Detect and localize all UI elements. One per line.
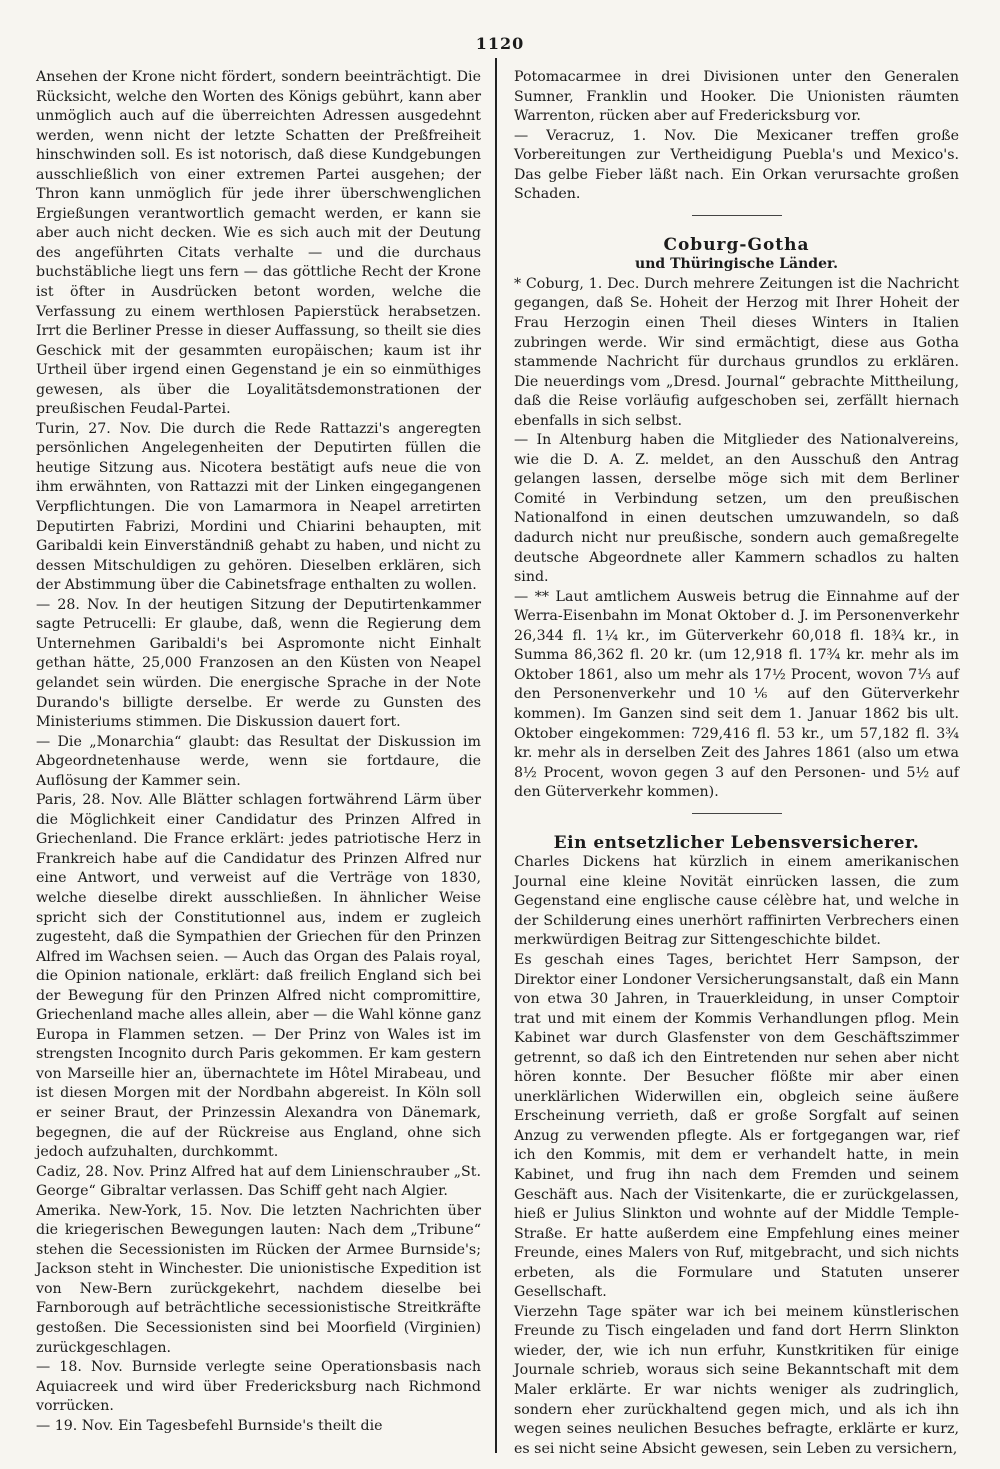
paragraph-turin: Turin, 27. Nov. Die durch die Rede Rattazzi's angeregten persönlichen Angelegenheiten der Deputirten füllen die heutige Sitzung aus. Nicotera bestätigt aufs neue die von ihm erwähnten, von Rattazzi mit der Linken eingegangenen Verpflichtungen. Die von Lamarmora in Neapel arretirten Deputirten Fabrizi, Mordini und Chiarini behaupten, mit Garibaldi kein Einverständniß gehabt zu haben, und nicht zu dessen Mitschuldigen zu gehören. Dieselben erklären, sich der Abstimmung über die Cabinetsfrage enthalten zu wollen. — [36, 420, 481, 594]
article-title: Ein entsetzlicher Lebensversicherer. — [553, 832, 920, 853]
article-separator — [692, 813, 782, 814]
left-column — [36, 68, 481, 1436]
paragraph-sampson: Es geschah eines Tages, berichtet Herr Sampson, der Direktor einer Londoner Versicherungsanstalt, daß ein Mann von etwa 30 Jahren, in Trauerkleidung, in unser Comptoir trat und mit einem der Kommis Verhandlungen pflog. Mein Kabinet war durch Glasfenster von dem Geschäftszimmer getrennt, so daß ich den Eintretenden nur sehen aber nicht hören konnte. Der Besucher flößte mir aber einen unerklärlichen Widerwillen ein, obgleich seine äußere Erscheinung verrieth, daß er große Sorgfalt auf seinen Anzug zu verwenden pflegte. Als er fortgegangen war, rief ich den Kommis, mit dem er verhandelt hatte, in mein Kabinet, und frug ihn nach dem Fremden und seinem Geschäft aus. Nach der Visitenkarte, die er zurückgelassen, hieß er Julius Slinkton und wohnte auf der Middle Temple-Straße. Er hatte außerdem eine Empfehlung eines meiner Freunde, eines Malers von Ruf, mitgebracht, und sich nichts erbeten, als die Formulare und Statuten unserer Gesellschaft. — [514, 951, 959, 1301]
paragraph-werra-eisenbahn: — ** Laut amtlichem Ausweis betrug die Einnahme auf der Werra-Eisenbahn im Monat Oktober d. J. im Personenverkehr 26,344 fl. 1¼ kr., im Güterverkehr 60,018 fl. 18¾ kr., in Summa 86,362 fl. 20 kr. (um 12,918 fl. 17¾ kr. mehr als im Oktober 1861, also um mehr als 17½ Procent, wovon 7⅓ auf den Personenverkehr und 10⅙ auf den Güterverkehr kommen). Im Ganzen sind seit dem 1. Januar 1862 bis ult. Oktober eingekommen: 729,416 fl. 53 kr., um 57,182 fl. 3¾ kr. mehr als in derselben Zeit des Jahres 1861 (also um etwa 8½ Procent, wovon gegen 3 auf den Personen- und 5½ auf den Güterverkehr kommen). — [514, 588, 959, 801]
paragraph-new-york: Amerika. New-York, 15. Nov. Die letzten Nachrichten über die kriegerischen Bewegungen lauten: Nach dem „Tribune“ stehen die Secessionisten im Rücken der Armee Burnside's; Jackson steht in Winchester. Die unionistische Expedition ist von New-Bern zurückgekehrt, nachdem dieselbe bei Farnborough auf beträchtliche secessionistische Streitkräfte gestoßen. Die Secessionisten sind bei Moorfield (Virginien) zurückgeschlagen. — [36, 1202, 481, 1356]
page-number: 1120 — [475, 34, 525, 53]
paragraph-potomacarmee: Potomacarmee in drei Divisionen unter den Generalen Sumner, Franklin und Hooker. Die Unionisten räumten Warrenton, rücken aber auf Fredericksburg vor. — [514, 69, 959, 125]
section-title: Coburg-Gotha — [663, 234, 810, 255]
paragraph-coburg: * Coburg, 1. Dec. Durch mehrere Zeitungen ist die Nachricht gegangen, daß Se. Hoheit der Herzog mit Ihrer Hoheit der Frau Herzogin einen Theil dieses Winters in Italien zubringen werde. Wir sind ermächtigt, diese aus Gotha stammende Nachricht für durchaus grundlos zu erklären. Die neuerdings vom „Dresd. Journal“ gebrachte Mittheilung, daß die Reise vorläufig aufgeschoben sei, zerfällt hiernach ebenfalls in sich selbst. — [514, 275, 959, 429]
paragraph-deputirtenkammer: — 28. Nov. In der heutigen Sitzung der Deputirtenkammer sagte Petrucelli: Er glaube, daß, wenn die Regierung dem Unternehmen Garibaldi's bei Aspromonte nicht Einhalt gethan hätte, 25,000 Franzosen an den Küsten von Neapel gelandet sein würden. Die energische Sprache in der Note Durando's billigte derselbe. Er werde zu Gunsten des Ministeriums stimmen. Die Diskussion dauert fort. — [36, 596, 481, 731]
paragraph-cadiz: Cadiz, 28. Nov. Prinz Alfred hat auf dem Linienschrauber „St. George“ Gibraltar verlassen. Das Schiff geht nach Algier. — [36, 1163, 481, 1200]
section-separator — [692, 215, 782, 216]
paragraph-koenig-adressen: Ansehen der Krone nicht fördert, sondern beeinträchtigt. Die Rücksicht, welche den Worten des Königs gebührt, kann aber unmöglich auch auf die überreichten Adressen ausgedehnt werden, wenn nicht der letzte Schatten der Preßfreiheit hinschwinden soll. Es ist notorisch, daß diese Kundgebungen ausschließlich von einer extremen Partei ausgehen; der Thron kann unmöglich für jede ihrer überschwenglichen Ergießungen verantwortlich gemacht werden, er kann sie aber auch nicht decken. Wie es sich auch mit der Deutung des angeführten Citats verhalte — und die durchaus buchstäbliche liegt uns fern — das göttliche Recht der Krone ist öfter in Ausdrücken betont worden, welche die Verfassung zu einem werthlosen Papierstück herabsetzen. Irrt die Berliner Presse in dieser Auffassung, so theilt sie dies Geschick mit der gesammten europäischen; kaum ist ihr Urtheil über irgend einen Gegenstand je ein so einmüthiges gewesen, als über die Loyalitätsdemonstrationen der preußischen Feudal-Partei. — [36, 69, 481, 418]
paragraph-veracruz: — Veracruz, 1. Nov. Die Mexicaner treffen große Vorbereitungen zur Vertheidigung Puebla's und Mexico's. Das gelbe Fieber läßt nach. Ein Orkan verursachte großen Schaden. — [514, 127, 959, 203]
section-subtitle: und Thüringische Länder. — [635, 256, 838, 273]
paragraph-vierzehn-tage: Vierzehn Tage später war ich bei meinem künstlerischen Freunde zu Tisch eingeladen und fand dort Herrn Slinkton wieder, der, wie ich nun erfuhr, Kunstkritiken für einige Journale schrieb, woraus sich seine Bekanntschaft mit dem Maler erklärte. Er war nichts weniger als zudringlich, sondern eher zurückhaltend gegen mich, und als ich ihn wegen seines neulichen Besuches befragte, erklärte er kurz, es sei nicht seine Absicht gewesen, sein Leben zu versichern, — [514, 1303, 959, 1457]
paragraph-dickens: Charles Dickens hat kürzlich in einem amerikanischen Journal eine kleine Novität einrücken lassen, die zum Gegenstand eine englische cause célèbre hat, und welche in der Schilderung eines unerhört raffinirten Verbrechers einen merkwürdigen Beitrag zur Sittengeschichte bildet. — [514, 854, 959, 949]
paragraph-paris: Paris, 28. Nov. Alle Blätter schlagen fortwährend Lärm über die Möglichkeit einer Candidatur des Prinzen Alfred in Griechenland. Die France erklärt: jedes patriotische Herz in Frankreich habe auf die Candidatur des Prinzen Alfred nur eine Antwort, und verweist auf die Verträge von 1830, welche dieselbe direkt ausschließen. In ähnlicher Weise spricht sich der Constitutionnel aus, indem er zugleich zugesteht, daß die Sympathien der Griechen für den Prinzen Alfred im Wachsen seien. — Auch das Organ des Palais royal, die Opinion nationale, erklärt: daß freilich England sich bei der Bewegung für den Prinzen Alfred nicht compromittire, Griechenland mache alles allein, aber — die Wahl könne ganz Europa in Flammen setzen. — Der Prinz von Wales ist im strengsten Incognito durch Paris gekommen. Er kam gestern von Marseille hier an, übernachtete im Hôtel Mirabeau, und ist diesen Morgen mit der Nordbahn abgereist. In Köln soll er seiner Braut, der Prinzessin Alexandra von Dänemark, begegnen, die auf der Rückreise aus England, ohne sich jedoch aufzuhalten, durchkommt. — [36, 792, 481, 1161]
paragraph-monarchia: — Die „Monarchia“ glaubt: das Resultat der Diskussion im Abgeordnetenhause werde, wenn sie fortdaure, die Auflösung der Kammer sein. — [36, 733, 481, 789]
paragraph-altenburg: — In Altenburg haben die Mitglieder des Nationalvereins, wie die D. A. Z. meldet, an den Ausschuß den Antrag gelangen lassen, derselbe möge sich mit dem Berliner Comité in Verbindung setzen, um den preußischen Nationalfond in einen deutschen umzuwandeln, so daß dadurch nicht nur preußische, sondern auch gemaßregelte deutsche Abgeordnete aller Kammern schadlos zu halten sind. — [514, 432, 959, 586]
paragraph-burnside-19: — 19. Nov. Ein Tagesbefehl Burnside's theilt die — [36, 1417, 383, 1434]
right-column — [514, 68, 959, 1459]
paragraph-burnside-18: — 18. Nov. Burnside verlegte seine Operationsbasis nach Aquiacreek und wird über Fredericksburg nach Richmond vorrücken. — [36, 1359, 481, 1415]
column-divider — [495, 58, 497, 1453]
